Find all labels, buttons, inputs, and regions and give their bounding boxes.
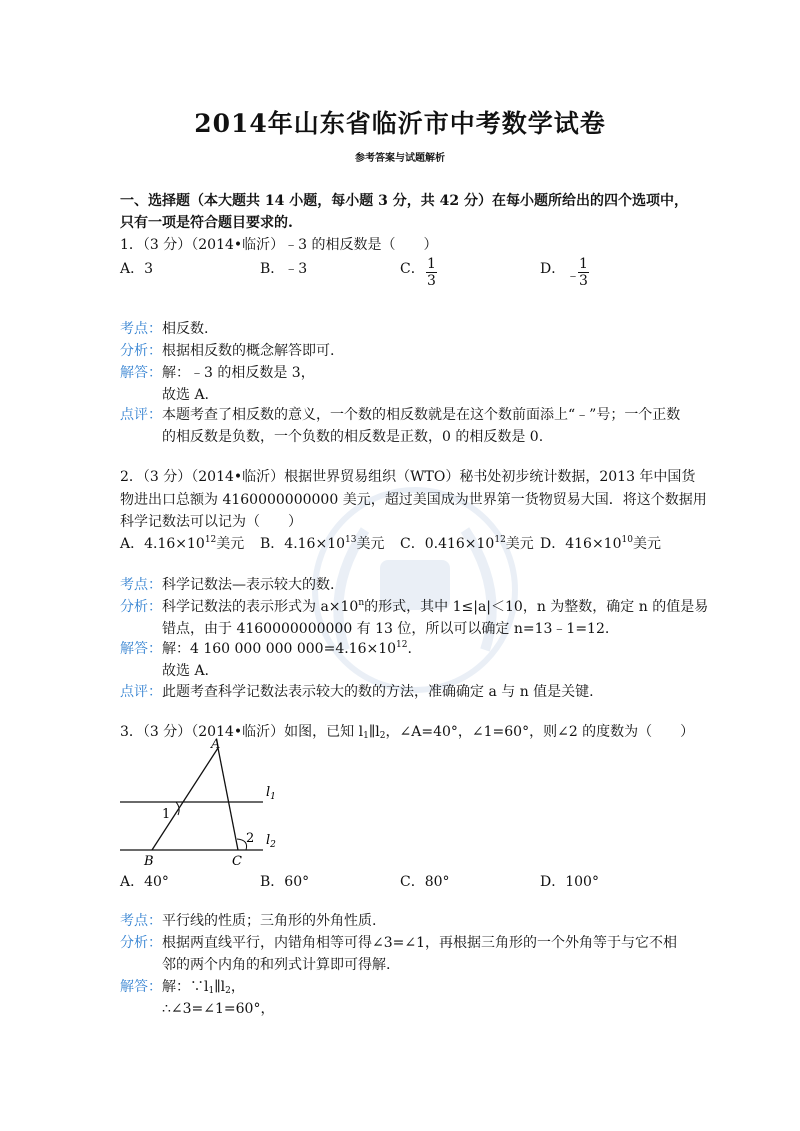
fraction-numerator: 1 xyxy=(427,256,436,272)
label-dianping: 点评： xyxy=(120,684,162,700)
q3-option-d: D．100° xyxy=(540,874,599,890)
label-fenxi: 分析： xyxy=(120,343,162,359)
q2-option-a: A．$4.16\times 10^{12}$美元 xyxy=(120,535,245,552)
label-dianping: 点评： xyxy=(120,407,162,423)
label-jieda: 解答： xyxy=(120,641,162,657)
q1-kaodian-text: 相反数. xyxy=(162,321,209,337)
q3-jieda-line2: ∴∠3=∠1=60°， xyxy=(162,1001,275,1017)
segment-ab xyxy=(152,748,218,850)
q1-option-d-fraction xyxy=(578,256,589,290)
q1-option-b: B．﹣3 xyxy=(260,261,308,277)
q3-option-b: B．60° xyxy=(260,874,310,890)
q3-fenxi-text: 根据两直线平行，内错角相等可得∠3=∠1，再根据三角形的一个外角等于与它不相 xyxy=(162,935,678,951)
q2-dianping xyxy=(120,681,594,703)
q3-option-c: C．80° xyxy=(400,874,450,890)
angle-2-label: 2 xyxy=(246,831,255,846)
label-kaodian: 考点： xyxy=(120,913,162,929)
q1-fenxi-text: 根据相反数的概念解答即可. xyxy=(162,343,335,359)
q1-jieda-line2: 故选 A. xyxy=(162,387,210,403)
q3-kaodian xyxy=(120,910,376,932)
q2-fenxi: 分析：科学记数法的表示形式为 $a\times 10^n$的形式，其中 1≤|a|＜10，n 为整数，确定 n 的值是易 xyxy=(120,598,709,615)
q1-kaodian xyxy=(120,318,208,340)
fraction-denominator: 3 xyxy=(427,273,436,289)
line-l1-label: $l_1$ xyxy=(266,785,276,802)
fraction-numerator: 1 xyxy=(579,256,588,272)
segment-ac xyxy=(218,748,238,850)
q1-option-d-prefix: D． xyxy=(540,261,566,277)
q2-dianping-text: 此题考查科学记数法表示较大的数的方法，准确确定 a 与 n 值是关键. xyxy=(162,684,594,700)
q2-option-c: C．$0.416\times 10^{12}$美元 xyxy=(400,535,534,552)
q2-stem-line2: 物进出口总额为 4160000000000 美元，超过美国成为世界第一货物贸易大国．将这个数据用 xyxy=(120,492,707,508)
line-l2-label: $l_2$ xyxy=(266,833,276,850)
q3-kaodian-text: 平行线的性质；三角形的外角性质. xyxy=(162,913,377,929)
q1-fenxi xyxy=(120,340,334,362)
q1-option-a: A．3 xyxy=(120,261,154,277)
vertex-a-label: A xyxy=(211,738,221,752)
q3-geometry-figure xyxy=(118,738,298,868)
q1-dianping-text: 本题考查了相反数的意义，一个数的相反数就是在这个数前面添上“﹣”号；一个正数 xyxy=(162,407,681,423)
q2-jieda: 解答：解：4 160 000 000 $000=4.16\times 10^{12}$. xyxy=(120,640,412,657)
q1-jieda xyxy=(120,362,315,384)
section-heading-line2: 只有一项是符合题目要求的. xyxy=(120,215,293,231)
page-title: 2014年山东省临沂市中考数学试卷 xyxy=(194,109,606,138)
label-fenxi: 分析： xyxy=(120,599,162,615)
label-jieda: 解答： xyxy=(120,979,162,995)
q2-jieda-line2: 故选 A. xyxy=(162,663,210,679)
q2-kaodian-text: 科学记数法—表示较大的数. xyxy=(162,577,335,593)
q2-fenxi-line2: 错点，由于 4160000000000 有 13 位，所以可以确定 n=13﹣1=12. xyxy=(162,621,610,637)
q2-kaodian xyxy=(120,574,334,596)
q3-jieda: 解答：解：$\because l_1\parallel l_2$， xyxy=(120,979,245,996)
q2-option-d: D．$416\times 10^{10}$美元 xyxy=(540,535,661,552)
q2-option-b: B．$4.16\times 10^{13}$美元 xyxy=(260,535,385,552)
q3-fenxi-line2: 邻的两个内角的和列式计算即可得解. xyxy=(162,957,391,973)
q1-jieda-text: 解：﹣3 的相反数是 3， xyxy=(162,365,315,381)
q2-stem-line1: 2．（3 分）（2014•临沂）根据世界贸易组织（WTO）秘书处初步统计数据，2013 年中国货 xyxy=(120,469,696,485)
q3-fenxi xyxy=(120,932,677,954)
angle-1-label: 1 xyxy=(162,807,171,822)
q1-dianping xyxy=(120,404,680,426)
label-kaodian: 考点： xyxy=(120,577,162,593)
q2-stem-line3: 科学记数法可以记为（ ） xyxy=(120,514,302,530)
label-kaodian: 考点： xyxy=(120,321,162,337)
fraction-denominator: 3 xyxy=(579,273,588,289)
vertex-c-label: C xyxy=(232,854,242,868)
q1-stem: 1．（3 分）（2014•临沂）﹣3 的相反数是（ ） xyxy=(120,237,438,253)
page-subtitle: 参考答案与试题解析 xyxy=(355,153,445,164)
q1-dianping-line2: 的相反数是负数，一个负数的相反数是正数，0 的相反数是 0. xyxy=(162,429,544,445)
vertex-b-label: B xyxy=(144,854,154,868)
label-jieda: 解答： xyxy=(120,365,162,381)
q1-option-d-minus: ﹣ xyxy=(566,268,580,284)
q1-option-c-fraction xyxy=(426,256,437,290)
q3-option-a: A．40° xyxy=(120,874,169,890)
label-fenxi: 分析： xyxy=(120,935,162,951)
q3-stem: 3．（3 分）（2014•临沂）如图，已知 $l_1\parallel l_2$，∠A=40°，∠1=60°，则∠2 的度数为（ ） xyxy=(120,724,695,741)
q1-option-c-prefix: C． xyxy=(400,261,425,277)
section-heading-line1: 一、选择题（本大题共 14 小题，每小题 3 分，共 42 分）在每小题所给出的四个选项中， xyxy=(120,193,688,209)
